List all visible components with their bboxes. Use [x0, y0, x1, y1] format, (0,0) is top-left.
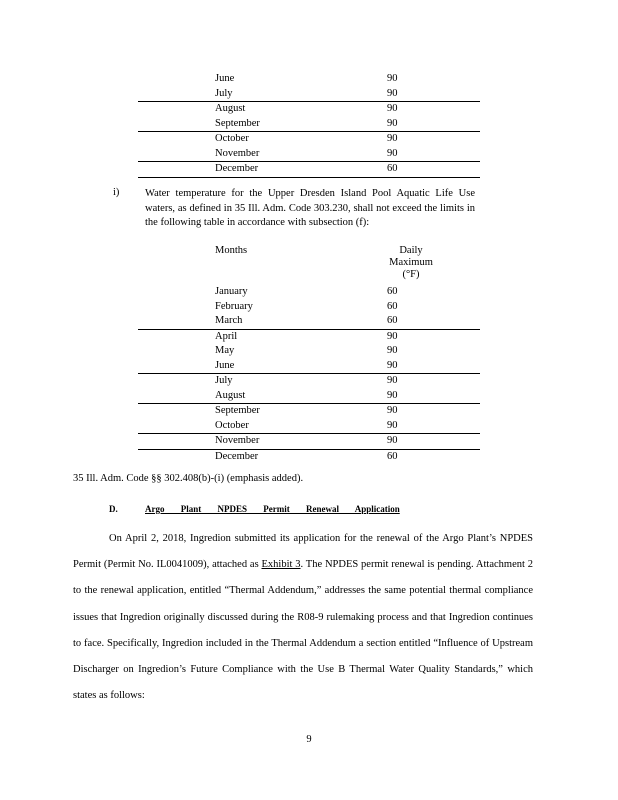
month-cell: November: [215, 147, 260, 159]
value-cell: 90: [387, 375, 398, 386]
month-cell: May: [215, 345, 235, 356]
subsection-text: Water temperature for the Upper Dresden Island Pool Aquatic Life Use waters, as defined in 35 Ill. Adm. Code 303.230, shall not exceed the limits in the following table in accordance with subsection (f):: [145, 188, 475, 228]
citation: 35 Ill. Adm. Code §§ 302.408(b)-(i) (emphasis added).: [73, 473, 304, 484]
value-cell: 90: [387, 73, 398, 84]
value-cell: 90: [387, 389, 398, 401]
subsection-label: i): [113, 187, 120, 198]
body-paragraph: [73, 526, 533, 709]
month-cell: August: [215, 389, 246, 401]
value-cell: 60: [387, 163, 398, 174]
body-text: [73, 526, 533, 709]
table-row: [138, 389, 480, 405]
table-row: [138, 450, 480, 465]
temperature-table-continued: [138, 72, 480, 178]
value-cell: 90: [387, 405, 398, 416]
month-cell: November: [215, 435, 260, 446]
month-cell: September: [215, 117, 260, 129]
table-row: [138, 404, 480, 419]
value-cell: 90: [387, 103, 398, 114]
section-label: D.: [109, 504, 118, 514]
value-cell: 90: [387, 345, 398, 356]
value-cell: 90: [387, 147, 398, 159]
table-row: [138, 300, 480, 315]
value-cell: 60: [387, 286, 398, 297]
value-cell: 60: [387, 315, 398, 326]
exhibit-link[interactable]: Exhibit 3: [261, 559, 301, 571]
table-row: [138, 419, 480, 435]
section-title: Argo Plant NPDES Permit Renewal Application: [145, 504, 400, 514]
table-row: [138, 374, 480, 389]
table-row: [138, 147, 480, 163]
month-cell: February: [215, 300, 253, 312]
table-row: [138, 359, 480, 375]
daily-header-line: Daily: [399, 245, 423, 256]
month-cell: June: [215, 359, 235, 371]
month-cell: October: [215, 133, 249, 144]
daily-header-line: Maximum: [389, 257, 433, 268]
table-row: [138, 330, 480, 345]
month-cell: December: [215, 450, 259, 462]
month-cell: January: [215, 286, 248, 297]
value-cell: 90: [387, 435, 398, 446]
month-cell: July: [215, 375, 233, 386]
body-text-part: On April 2, 2018, Ingredion submitted its application for the renewal of the Argo Plant’s NPDES Permit (Permit No. IL0041009), attached as: [73, 533, 533, 571]
table-row: [138, 162, 480, 178]
daily-header-line: (°F): [402, 269, 420, 280]
table-row: [138, 72, 480, 87]
table-row: [138, 102, 480, 117]
month-cell: March: [215, 315, 243, 326]
months-header: Months: [215, 245, 248, 256]
table-row: [138, 314, 480, 330]
value-cell: 90: [387, 87, 398, 99]
page-number: 9: [306, 734, 312, 745]
value-cell: 90: [387, 330, 398, 342]
value-cell: 90: [387, 117, 398, 129]
month-cell: April: [215, 330, 238, 342]
value-cell: 90: [387, 419, 398, 431]
month-cell: June: [215, 73, 235, 84]
month-cell: July: [215, 87, 233, 99]
table-row: [138, 344, 480, 359]
table-row: [138, 285, 480, 300]
table-row: [138, 117, 480, 133]
temperature-table: [138, 285, 480, 464]
table-row: [138, 434, 480, 450]
month-cell: December: [215, 163, 259, 174]
value-cell: 60: [387, 450, 398, 462]
month-cell: August: [215, 103, 246, 114]
body-text-part: . The NPDES permit renewal is pending. Attachment 2 to the renewal application, entitled “Thermal Addendum,” addresses the same potential thermal compliance issues that Ingredion originally discussed during the R08-9 rulemaking process and that Ingredion continues to face. Specifically, Ingredion included in the Thermal Addendum a section entitled “Influence of Upstream Discharger on Ingredion’s Future Compliance with the Use B Thermal Water Quality Standards,” which states as follows:: [73, 559, 533, 702]
month-cell: September: [215, 405, 260, 416]
table-row: [138, 87, 480, 103]
value-cell: 60: [387, 300, 398, 312]
month-cell: October: [215, 419, 249, 431]
daily-max-header: [386, 245, 436, 281]
value-cell: 90: [387, 359, 398, 371]
value-cell: 90: [387, 133, 398, 144]
table-row: [138, 132, 480, 147]
